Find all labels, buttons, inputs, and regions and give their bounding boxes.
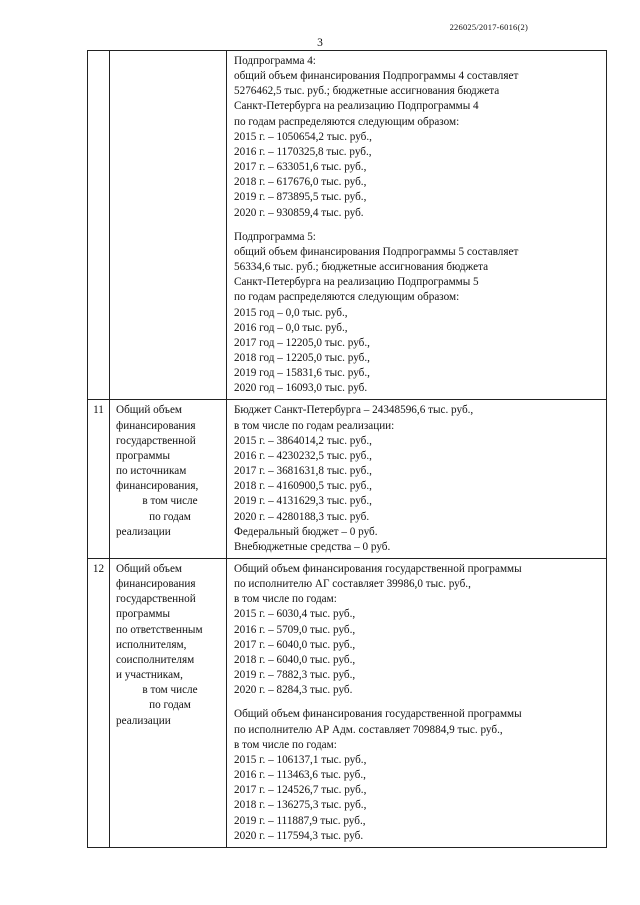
funding-line: 5276462,5 тыс. руб.; бюджетные ассигнования бюджета — [234, 85, 500, 98]
funding-block — [234, 54, 602, 221]
funding-line: в том числе по годам реализации: — [234, 419, 395, 432]
row-content-cell — [227, 559, 607, 848]
funding-line: Санкт-Петербурга на реализацию Подпрограммы 5 — [234, 276, 479, 289]
document-registration-code: 226025/2017-6016(2) — [449, 22, 528, 32]
funding-line: общий объем финансирования Подпрограммы 5 составляет — [234, 245, 519, 258]
label-line: программы — [116, 449, 170, 462]
label-line: государственной — [116, 434, 196, 447]
funding-line: 2015 г. – 106137,1 тыс. руб., — [234, 753, 367, 766]
label-line: в том числе — [142, 495, 198, 508]
funding-line: Бюджет Санкт-Петербурга – 24348596,6 тыс. руб., — [234, 404, 474, 417]
label-line: реализации — [116, 525, 171, 538]
row-content-cell — [227, 51, 607, 400]
label-line: по источникам — [116, 465, 187, 478]
funding-line: 2019 г. – 4131629,3 тыс. руб., — [234, 495, 372, 508]
label-line: финансирования — [116, 578, 196, 591]
label-line: соисполнителям — [116, 653, 195, 666]
funding-line: Подпрограмма 5: — [234, 230, 316, 243]
row-label-cell — [110, 400, 227, 559]
label-line: программы — [116, 608, 170, 621]
funding-line: 2017 г. – 6040,0 тыс. руб., — [234, 638, 356, 651]
funding-block — [234, 403, 602, 555]
funding-line: 2018 год – 12205,0 тыс. руб., — [234, 351, 370, 364]
page-number: 3 — [317, 37, 323, 49]
funding-line: Внебюджетные средства – 0 руб. — [234, 540, 391, 553]
funding-line: 2018 г. – 617676,0 тыс. руб., — [234, 176, 367, 189]
row-label-cell — [110, 51, 227, 400]
funding-line: 2020 г. – 930859,4 тыс. руб. — [234, 206, 364, 219]
label-line: финансирования, — [116, 480, 199, 493]
row-number-cell: 11 — [88, 400, 110, 559]
funding-line: 2019 год – 15831,6 тыс. руб., — [234, 367, 370, 380]
funding-line: 2018 г. – 136275,3 тыс. руб., — [234, 799, 367, 812]
funding-line: Общий объем финансирования государственной программы — [234, 563, 522, 575]
label-line: реализации — [116, 714, 171, 727]
row-label-cell — [110, 559, 227, 848]
funding-line: общий объем финансирования Подпрограммы 4 составляет — [234, 70, 519, 83]
funding-line: 2015 г. – 3864014,2 тыс. руб., — [234, 434, 372, 447]
funding-line: 2018 г. – 4160900,5 тыс. руб., — [234, 480, 372, 493]
funding-line: Общий объем финансирования государственной программы — [234, 708, 522, 721]
label-line: по ответственным — [116, 623, 203, 636]
label-line: финансирования — [116, 419, 196, 432]
funding-line: 2019 г. – 873895,5 тыс. руб., — [234, 191, 367, 204]
funding-block — [234, 562, 602, 698]
funding-line: по годам распределяются следующим образом: — [234, 115, 460, 128]
funding-line: 2015 г. – 1050654,2 тыс. руб., — [234, 130, 372, 143]
funding-line: 2020 г. – 4280188,3 тыс. руб. — [234, 510, 370, 523]
row-number-cell: 12 — [88, 559, 110, 848]
row-content-cell — [227, 400, 607, 559]
funding-line: в том числе по годам: — [234, 738, 337, 751]
funding-block — [234, 707, 602, 843]
funding-line: 2017 г. – 3681631,8 тыс. руб., — [234, 465, 372, 478]
funding-line: по исполнителю АР Адм. составляет 709884,9 тыс. руб., — [234, 723, 503, 736]
funding-line: 2019 г. – 7882,3 тыс. руб., — [234, 669, 356, 682]
funding-line: 2016 г. – 4230232,5 тыс. руб., — [234, 449, 372, 462]
label-line: исполнителям, — [116, 638, 187, 651]
funding-line: в том числе по годам: — [234, 593, 337, 606]
funding-line: 2015 год – 0,0 тыс. руб., — [234, 306, 348, 319]
funding-line: 2017 г. – 633051,6 тыс. руб., — [234, 161, 367, 174]
label-line: по годам — [149, 510, 191, 523]
funding-line: 2016 г. – 1170325,8 тыс. руб., — [234, 145, 372, 158]
label-line: государственной — [116, 593, 196, 606]
funding-line: 2016 г. – 5709,0 тыс. руб., — [234, 623, 356, 636]
funding-line: Санкт-Петербурга на реализацию Подпрограммы 4 — [234, 100, 479, 113]
funding-line: 2020 год – 16093,0 тыс. руб. — [234, 382, 368, 395]
funding-line: 2016 г. – 113463,6 тыс. руб., — [234, 769, 366, 782]
funding-line: 2015 г. – 6030,4 тыс. руб., — [234, 608, 356, 621]
passport-table — [87, 50, 607, 848]
funding-line: 2019 г. – 111887,9 тыс. руб., — [234, 814, 366, 827]
label-line: Общий объем — [116, 563, 182, 575]
funding-line: Федеральный бюджет – 0 руб. — [234, 525, 378, 538]
label-line: и участникам, — [116, 669, 183, 682]
funding-line: 2020 г. – 117594,3 тыс. руб. — [234, 829, 364, 842]
funding-line: по исполнителю АГ составляет 39986,0 тыс. руб., — [234, 578, 471, 591]
funding-line: 2016 год – 0,0 тыс. руб., — [234, 321, 348, 334]
funding-line: Подпрограмма 4: — [234, 55, 316, 67]
funding-block — [234, 230, 602, 397]
label-line: в том числе — [142, 684, 198, 697]
funding-line: 2017 год – 12205,0 тыс. руб., — [234, 336, 370, 349]
funding-line: по годам распределяются следующим образом: — [234, 291, 460, 304]
funding-line: 2017 г. – 124526,7 тыс. руб., — [234, 784, 367, 797]
table-row-subprograms — [88, 51, 607, 400]
funding-line: 2020 г. – 8284,3 тыс. руб. — [234, 684, 353, 697]
table-row-12 — [88, 559, 607, 848]
label-line: по годам — [149, 699, 191, 712]
table-row-11 — [88, 400, 607, 559]
row-number-cell — [88, 51, 110, 400]
label-line: Общий объем — [116, 404, 182, 417]
funding-line: 56334,6 тыс. руб.; бюджетные ассигнования бюджета — [234, 261, 489, 274]
funding-line: 2018 г. – 6040,0 тыс. руб., — [234, 653, 356, 666]
